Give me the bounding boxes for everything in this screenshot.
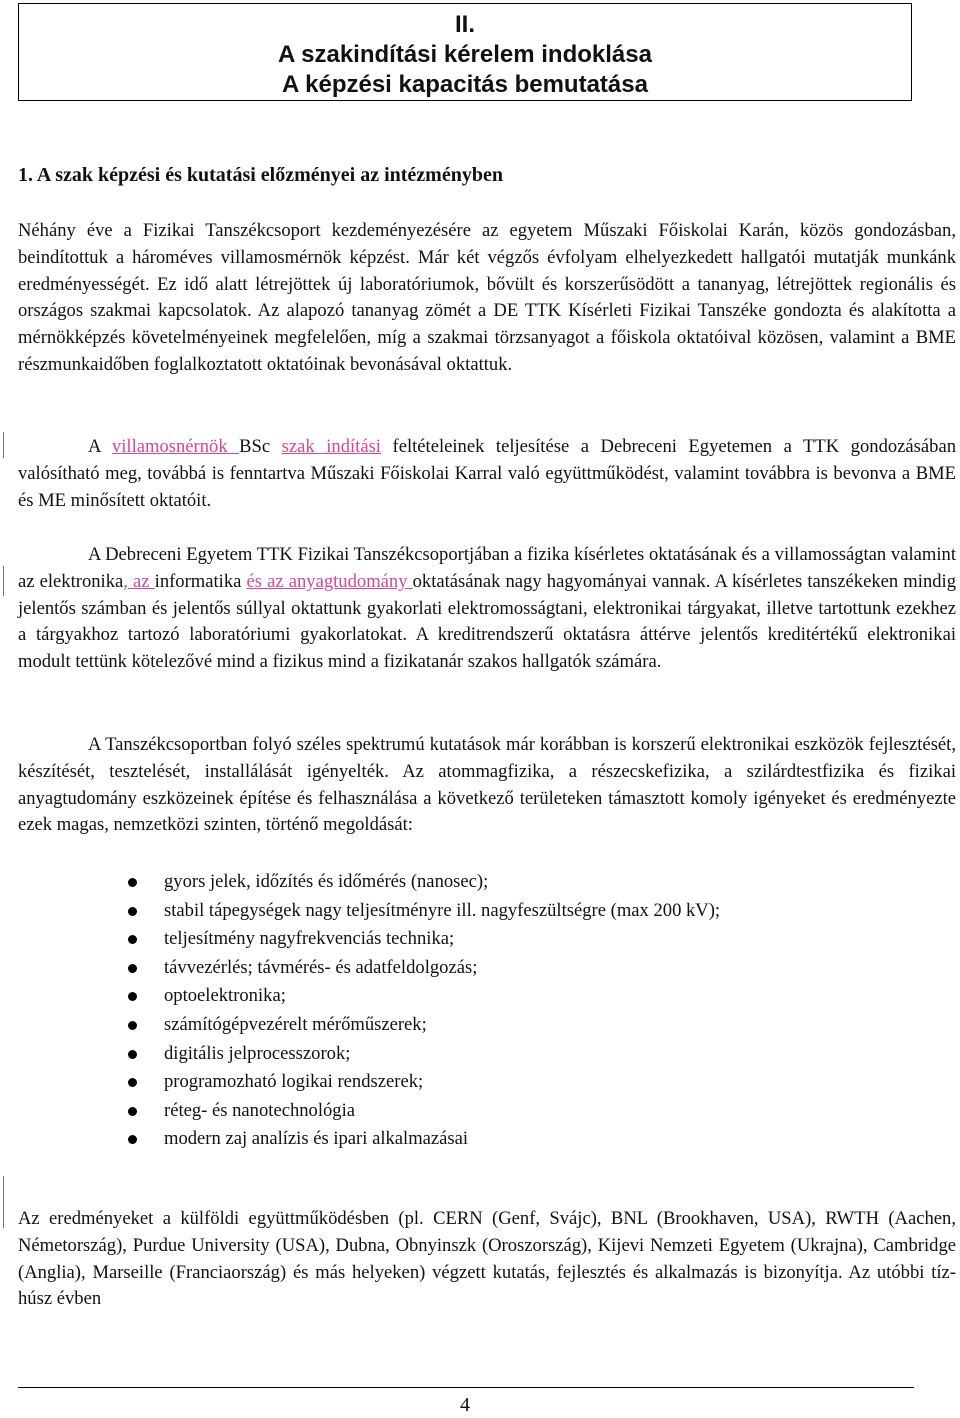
title-box <box>18 3 912 101</box>
page-number: 4 <box>460 1394 470 1416</box>
bullet-icon <box>128 907 137 916</box>
list-item-text: gyors jelek, időzítés és időmérés (nanosec); <box>164 871 489 892</box>
list-item-text: programozható logikai rendszerek; <box>164 1071 424 1093</box>
change-bar <box>3 432 4 458</box>
link-szak-inditasi[interactable]: szak indítási <box>281 436 381 457</box>
bullet-icon <box>128 1107 137 1116</box>
list-item <box>0 1125 720 1154</box>
text-span: oktatásának nagy hagyományai vannak. A kísérletes tanszékeken mindig jelentős számban és jelentős súllyal oktattunk gyakorlati elektromosságtani, elektronikai tárgyakat, illetve tartottunk ezekhez a tárgyakhoz tartozó laboratóriumi gyakorlatokat. A kreditrendszerű oktatásra áttérve jelentős kreditértékű elektronikai modult tettünk kötelezővé mind a fizikus mind a fizikatanár szakos hallgatók számára. <box>18 570 956 673</box>
chapter-number: II. <box>454 11 475 38</box>
paragraph-5: Az eredményeket a külföldi együttműködésben (pl. CERN (Genf, Svájc), BNL (Brookhaven, USA), RWTH (Aachen, Németország), Purdue University (USA), Dubna, Obnyinszk (Oroszország), Kijevi Nemzeti Egyetem (Ukrajna), Cambridge (Anglia), Marseille (Franciaország) és más helyeken) végzett kutatás, fejlesztés és alkalmazás is bizonyítja. Az utóbbi tíz-húsz évben <box>18 1208 956 1310</box>
footer-divider <box>18 1387 914 1388</box>
bullet-icon <box>128 1078 137 1087</box>
bullet-icon <box>128 878 137 887</box>
chapter-title: A szakindítási kérelem indoklása <box>278 41 652 68</box>
chapter-subtitle: A képzési kapacitás bemutatása <box>282 71 648 98</box>
bullet-icon <box>128 1021 137 1030</box>
list-item <box>0 868 720 897</box>
bullet-icon <box>128 964 137 973</box>
list-item-text: digitális jelprocesszorok; <box>164 1042 351 1064</box>
list-item-text: teljesítmény nagyfrekvenciás technika; <box>164 928 455 950</box>
link-anyagtudomany[interactable]: és az anyagtudomány <box>246 570 413 592</box>
list-item-text: stabil tápegységek nagy teljesítményre ill. nagyfeszültségre (max 200 kV); <box>164 899 721 921</box>
text-span: BSc <box>239 436 282 457</box>
link-az[interactable]: , az <box>123 570 155 592</box>
paragraph-3 <box>18 542 956 676</box>
change-bar <box>3 566 4 596</box>
link-villamosmernok[interactable]: villamosnérnök <box>111 436 240 457</box>
list-item-text: modern zaj analízis és ipari alkalmazásai <box>164 1128 469 1150</box>
text-span: feltételeinek teljesítése a Debreceni Egyetemen a TTK gondozásában valósítható meg, továbbá is fenntartva Műszaki Főiskolai Karral való együttműködést, valamint továbbra is bevonva a BME és ME minősített oktatóit. <box>18 436 957 511</box>
list-item-text: számítógépvezérelt mérőműszerek; <box>164 1013 427 1035</box>
bullet-icon <box>128 935 137 944</box>
list-item <box>0 1068 720 1097</box>
list-item <box>0 1040 720 1069</box>
text-span: informatika <box>154 570 247 592</box>
list-item-text: távvezérlés; távmérés- és adatfeldolgozás; <box>164 956 478 978</box>
list-item <box>0 1097 720 1126</box>
text-span: A Tanszékcsoportban folyó széles spektrumú kutatások már korábban is korszerű elektronikai eszközök fejlesztését, készítését, tesztelését, installálását igényelték. Az atommagfizika, a részecskefizika, a szilárdtestfizika és fizikai anyagtudomány eszközeinek építése és felhasználása a következő területeken támasztott komoly igényeket és eredményezte ezek magas, nemzetközi szinten, történő megoldását: <box>18 734 956 836</box>
list-item <box>0 897 720 926</box>
list-item <box>0 982 720 1011</box>
bullet-icon <box>128 992 137 1001</box>
list-item <box>0 925 720 954</box>
paragraph-2 <box>18 434 956 514</box>
list-item-text: optoelektronika; <box>164 985 286 1007</box>
bullet-icon <box>128 1135 137 1144</box>
bullet-icon <box>128 1050 137 1059</box>
paragraph-1: Néhány éve a Fizikai Tanszékcsoport kezdeményezésére az egyetem Műszaki Főiskolai Karán, közös gondozásban, beindítottuk a hároméves villamosmérnök képzést. Már két végzős évfolyam elhelyezkedett hallgatói mutatják munkánk eredményességét. Ez idő alatt létrejöttek új laboratóriumok, bővült és korszerűsödött a tananyag, létrejöttek regionális és országos szakmai kapcsolatok. Az alapozó tananyag zömét a DE TTK Kísérleti Fizikai Tanszéke gondozta és alakította a mérnökképzés követelményeinek megfelelően, míg a szakmai törzsanyagot a főiskola oktatóival közösen, valamint a BME részmunkaidőben foglalkoztatott oktatóinak bevonásával oktattuk. <box>18 220 956 375</box>
text-span: A Debreceni Egyetem TTK Fizikai Tanszékcsoportjában a fizika kísérletes oktatásának és a villamosságtan valamint az elektronika <box>18 544 956 592</box>
list-item <box>0 954 720 983</box>
section-heading: 1. A szak képzési és kutatási előzményei az intézményben <box>18 164 503 186</box>
list-item <box>0 1011 720 1040</box>
list-item-text: réteg- és nanotechnológia <box>164 1099 356 1121</box>
bullet-list <box>0 868 720 1154</box>
text-span: A <box>88 436 112 457</box>
paragraph-4 <box>18 732 956 839</box>
change-bar <box>3 1176 4 1228</box>
